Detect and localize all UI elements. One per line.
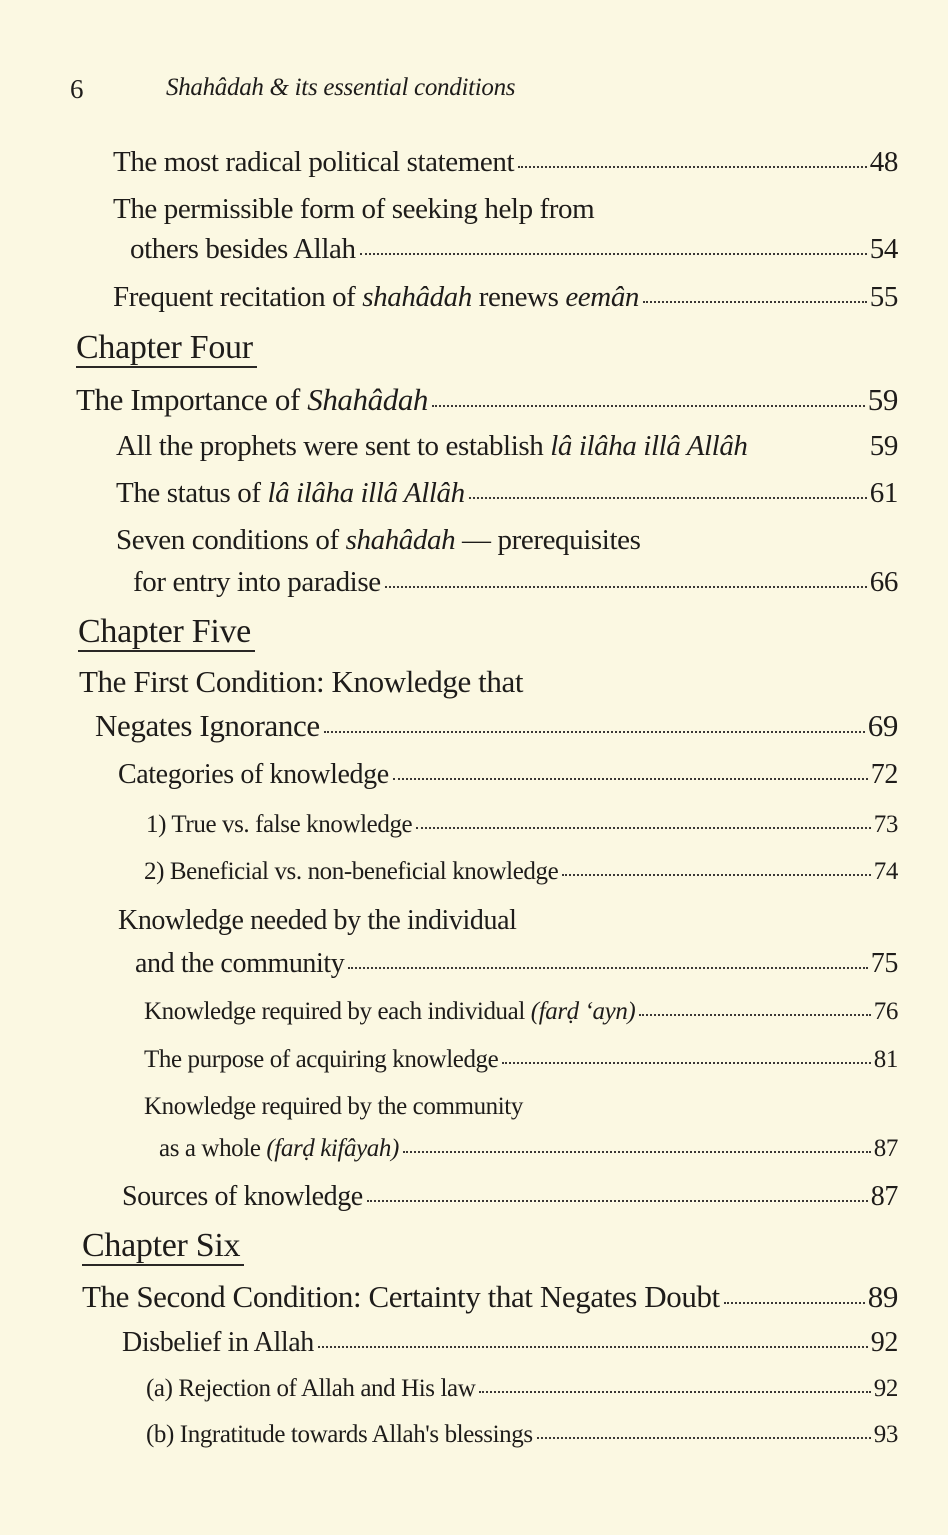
toc-entry[interactable] bbox=[79, 664, 523, 700]
dot-leader bbox=[360, 253, 867, 255]
toc-entry-text: All the prophets were sent to establish bbox=[116, 430, 551, 462]
dot-leader bbox=[416, 827, 871, 829]
toc-entry-text: The Importance of bbox=[76, 382, 308, 417]
toc-entry[interactable] bbox=[116, 477, 898, 510]
toc-entry-italic-text: shahâdah bbox=[345, 524, 456, 556]
toc-entry[interactable] bbox=[130, 233, 898, 266]
toc-entry[interactable] bbox=[146, 811, 898, 839]
dot-leader bbox=[479, 1391, 870, 1393]
toc-entry[interactable] bbox=[144, 1093, 523, 1121]
toc-page-number: 69 bbox=[867, 708, 898, 743]
toc-page-number: 61 bbox=[869, 477, 898, 509]
toc-page-number: 75 bbox=[870, 948, 898, 979]
toc-entry-italic-text: lâ ilâha illâ Allâh bbox=[267, 477, 465, 509]
toc-entry-text: The most radical political statement bbox=[113, 146, 515, 178]
toc-entry[interactable] bbox=[146, 1421, 898, 1449]
toc-page-number: 54 bbox=[869, 233, 898, 265]
toc-entry[interactable] bbox=[144, 858, 898, 886]
toc-page-number: 55 bbox=[869, 281, 898, 313]
toc-entry-text: (a) Rejection of Allah and His law bbox=[146, 1375, 476, 1402]
dot-leader bbox=[639, 1014, 870, 1016]
toc-entry[interactable] bbox=[133, 566, 898, 599]
toc-entry[interactable] bbox=[118, 905, 517, 937]
toc-entry-text: The purpose of acquiring knowledge bbox=[144, 1046, 499, 1073]
toc-entry-text: The Second Condition: Certainty that Negates Doubt bbox=[82, 1279, 720, 1314]
toc-entry-italic-text: (farḍ kifâyah) bbox=[266, 1135, 399, 1162]
toc-page-number: 92 bbox=[873, 1375, 898, 1402]
dot-leader bbox=[724, 1302, 865, 1304]
toc-entry-text: (b) Ingratitude towards Allah's blessings bbox=[146, 1421, 533, 1448]
toc-entry-text: Seven conditions of bbox=[116, 524, 346, 556]
toc-entry[interactable] bbox=[118, 759, 898, 791]
toc-page-number: 48 bbox=[869, 146, 898, 178]
running-header-title: Shahâdah & its essential conditions bbox=[166, 74, 516, 101]
toc-page-number: 81 bbox=[873, 1046, 898, 1073]
toc-entry-italic-text: Shahâdah bbox=[307, 382, 429, 417]
dot-leader bbox=[562, 874, 871, 876]
toc-entry[interactable] bbox=[144, 998, 898, 1026]
dot-leader bbox=[318, 1346, 868, 1348]
toc-page-number: 73 bbox=[873, 811, 898, 838]
dot-leader bbox=[502, 1062, 870, 1064]
toc-entry-text: 2) Beneficial vs. non-beneficial knowledge bbox=[144, 858, 559, 885]
toc-page-number: 74 bbox=[873, 858, 898, 885]
toc-page-number: 59 bbox=[867, 382, 898, 417]
toc-entry-italic-text: lâ ilâha illâ Allâh bbox=[550, 430, 748, 462]
toc-entry-text: Negates Ignorance bbox=[95, 708, 320, 743]
toc-page-number: 87 bbox=[873, 1135, 898, 1162]
dot-leader bbox=[324, 731, 865, 733]
toc-entry-text: Disbelief in Allah bbox=[122, 1327, 314, 1358]
toc-entry-text: as a whole bbox=[159, 1135, 267, 1162]
toc-entry-text: Categories of knowledge bbox=[118, 759, 389, 790]
toc-entry-text: The permissible form of seeking help from bbox=[113, 193, 595, 225]
dot-leader bbox=[537, 1437, 871, 1439]
toc-page-number: 92 bbox=[870, 1327, 898, 1358]
toc-entry[interactable] bbox=[113, 146, 898, 179]
dot-leader bbox=[432, 405, 865, 407]
toc-entry-text: others besides Allah bbox=[130, 233, 356, 265]
dot-leader bbox=[348, 967, 867, 969]
toc-entry-text: for entry into paradise bbox=[133, 566, 381, 598]
toc-page-number: 76 bbox=[873, 998, 898, 1025]
toc-page-number: 89 bbox=[867, 1279, 898, 1314]
toc-entry-text: Knowledge required by each individual bbox=[144, 998, 531, 1025]
toc-page-number: 87 bbox=[870, 1181, 898, 1212]
dot-leader bbox=[385, 586, 867, 588]
dot-leader bbox=[469, 497, 867, 499]
toc-entry[interactable] bbox=[144, 1046, 898, 1074]
toc-entry[interactable] bbox=[122, 1327, 898, 1359]
dot-leader bbox=[393, 778, 868, 780]
toc-page-number: 93 bbox=[873, 1421, 898, 1448]
toc-entry-text: The status of bbox=[116, 477, 268, 509]
toc-entry-italic-text: shahâdah bbox=[362, 281, 472, 313]
page-number: 6 bbox=[70, 74, 84, 104]
toc-entry[interactable] bbox=[122, 1181, 898, 1213]
chapter-heading: Chapter Four bbox=[76, 330, 257, 368]
toc-entry-text: Knowledge needed by the individual bbox=[118, 905, 517, 936]
toc-entry-italic-text: (farḍ ʻayn) bbox=[530, 998, 636, 1025]
toc-entry[interactable] bbox=[159, 1135, 898, 1163]
chapter-heading: Chapter Six bbox=[82, 1228, 244, 1266]
toc-entry-text: The First Condition: Knowledge that bbox=[79, 664, 524, 699]
toc-page-number: 59 bbox=[869, 430, 898, 462]
toc-entry[interactable] bbox=[113, 193, 594, 226]
toc-entry[interactable] bbox=[113, 281, 898, 314]
toc-page-number: 72 bbox=[870, 759, 898, 790]
chapter-heading: Chapter Five bbox=[78, 614, 255, 652]
toc-entry-text: — prerequisites bbox=[455, 524, 641, 556]
toc-entry[interactable] bbox=[135, 948, 898, 980]
toc-entry-text: 1) True vs. false knowledge bbox=[146, 811, 413, 838]
toc-entry-text: renews bbox=[471, 281, 566, 313]
dot-leader bbox=[518, 166, 867, 168]
dot-leader bbox=[367, 1200, 868, 1202]
dot-leader bbox=[643, 301, 867, 303]
toc-entry[interactable] bbox=[82, 1279, 898, 1315]
toc-entry[interactable] bbox=[116, 524, 640, 557]
toc-entry[interactable] bbox=[95, 708, 898, 744]
toc-entry-text: and the community bbox=[135, 948, 345, 979]
toc-entry[interactable] bbox=[116, 430, 898, 463]
toc-entry-text: Sources of knowledge bbox=[122, 1181, 363, 1212]
dot-leader bbox=[403, 1151, 871, 1153]
toc-page-number: 66 bbox=[869, 566, 898, 598]
toc-entry-text: Knowledge required by the community bbox=[144, 1093, 523, 1120]
toc-entry[interactable] bbox=[76, 382, 898, 418]
toc-entry-text: Frequent recitation of bbox=[113, 281, 363, 313]
toc-entry[interactable] bbox=[146, 1375, 898, 1403]
toc-entry-italic-text: eemân bbox=[565, 281, 640, 313]
